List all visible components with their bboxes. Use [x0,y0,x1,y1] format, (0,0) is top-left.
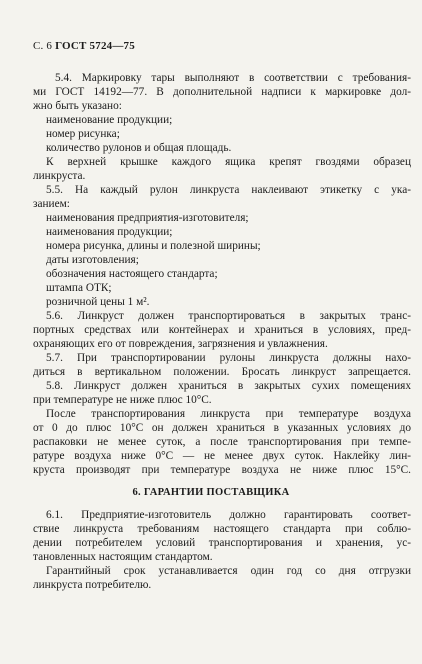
page-header [33,40,135,52]
text-line: ми ГОСТ 14192—77. В дополнительной надписи к маркировке дол- [33,86,411,98]
text-line: наименование продукции; [46,114,173,126]
text-line: наименования предприятия-изготовителя; [46,212,249,224]
text-line: 5.7. При транспортировании рулоны линкруста должны нахо- [46,352,411,364]
text-line: После транспортирования линкруста при температуре воздуха [46,408,411,420]
text-line: ствие линкруста требованиям настоящего стандарта при соблю- [33,523,411,535]
text-line: тановленных настоящим стандартом. [33,551,213,563]
text-line: линкруста. [33,170,86,182]
text-line: К верхней крышке каждого ящика крепят гвоздями образец [46,156,411,168]
text-line: диться в вертикальном положении. Бросать линкруст запрещается. [33,366,411,378]
text-line: 5.4. Маркировку тары выполняют в соответствии с требования- [55,72,411,84]
text-line: занием: [33,198,70,210]
text-line: штампа ОТК; [46,282,112,294]
text-line: жно быть указано: [33,100,122,112]
text-line: 5.6. Линкруст должен транспортироваться в закрытых транс- [46,310,411,322]
text-line: номер рисунка; [46,128,120,140]
text-line: дении потребителем условий транспортирования и хранения, ус- [33,537,411,549]
text-line: при температуре не ниже плюс 10°С. [33,394,212,406]
text-line: количество рулонов и общая площадь. [46,142,232,154]
text-line: портных средствах или контейнерах и храниться в условиях, пред- [33,324,411,336]
text-line: обозначения настоящего стандарта; [46,268,218,280]
text-line: наименования продукции; [46,226,173,238]
section-heading: 6. ГАРАНТИИ ПОСТАВЩИКА [132,487,290,498]
text-line: охраняющих его от повреждения, загрязнения и увлажнения. [33,338,328,350]
text-line: 5.5. На каждый рулон линкруста наклеивают этикетку с ука- [46,184,411,196]
text-line: розничной цены 1 м². [46,296,150,308]
text-line: от 0 до плюс 10°С он должен храниться в указанных условиях до [33,422,411,434]
text-line: линкруста потребителю. [33,579,152,591]
page-number: С. 6 [33,40,53,52]
text-line: распаковки не менее суток, а после транспортирования при темпе- [33,436,411,448]
text-line: ратуре воздуха ниже 0°С — не менее двух суток. Наклейку лин- [33,450,411,462]
text-line: номера рисунка, длины и полезной ширины; [46,240,261,252]
text-line: 6.1. Предприятие-изготовитель должно гарантировать соответ- [46,509,411,521]
text-line: 5.8. Линкруст должен храниться в закрытых сухих помещениях [46,380,411,392]
text-line: круста производят при температуре воздуха не ниже плюс 15°С. [33,464,411,476]
text-line: Гарантийный срок устанавливается один год со дня отгрузки [46,565,411,577]
standard-designation: ГОСТ 5724—75 [55,40,135,52]
text-line: даты изготовления; [46,254,139,266]
